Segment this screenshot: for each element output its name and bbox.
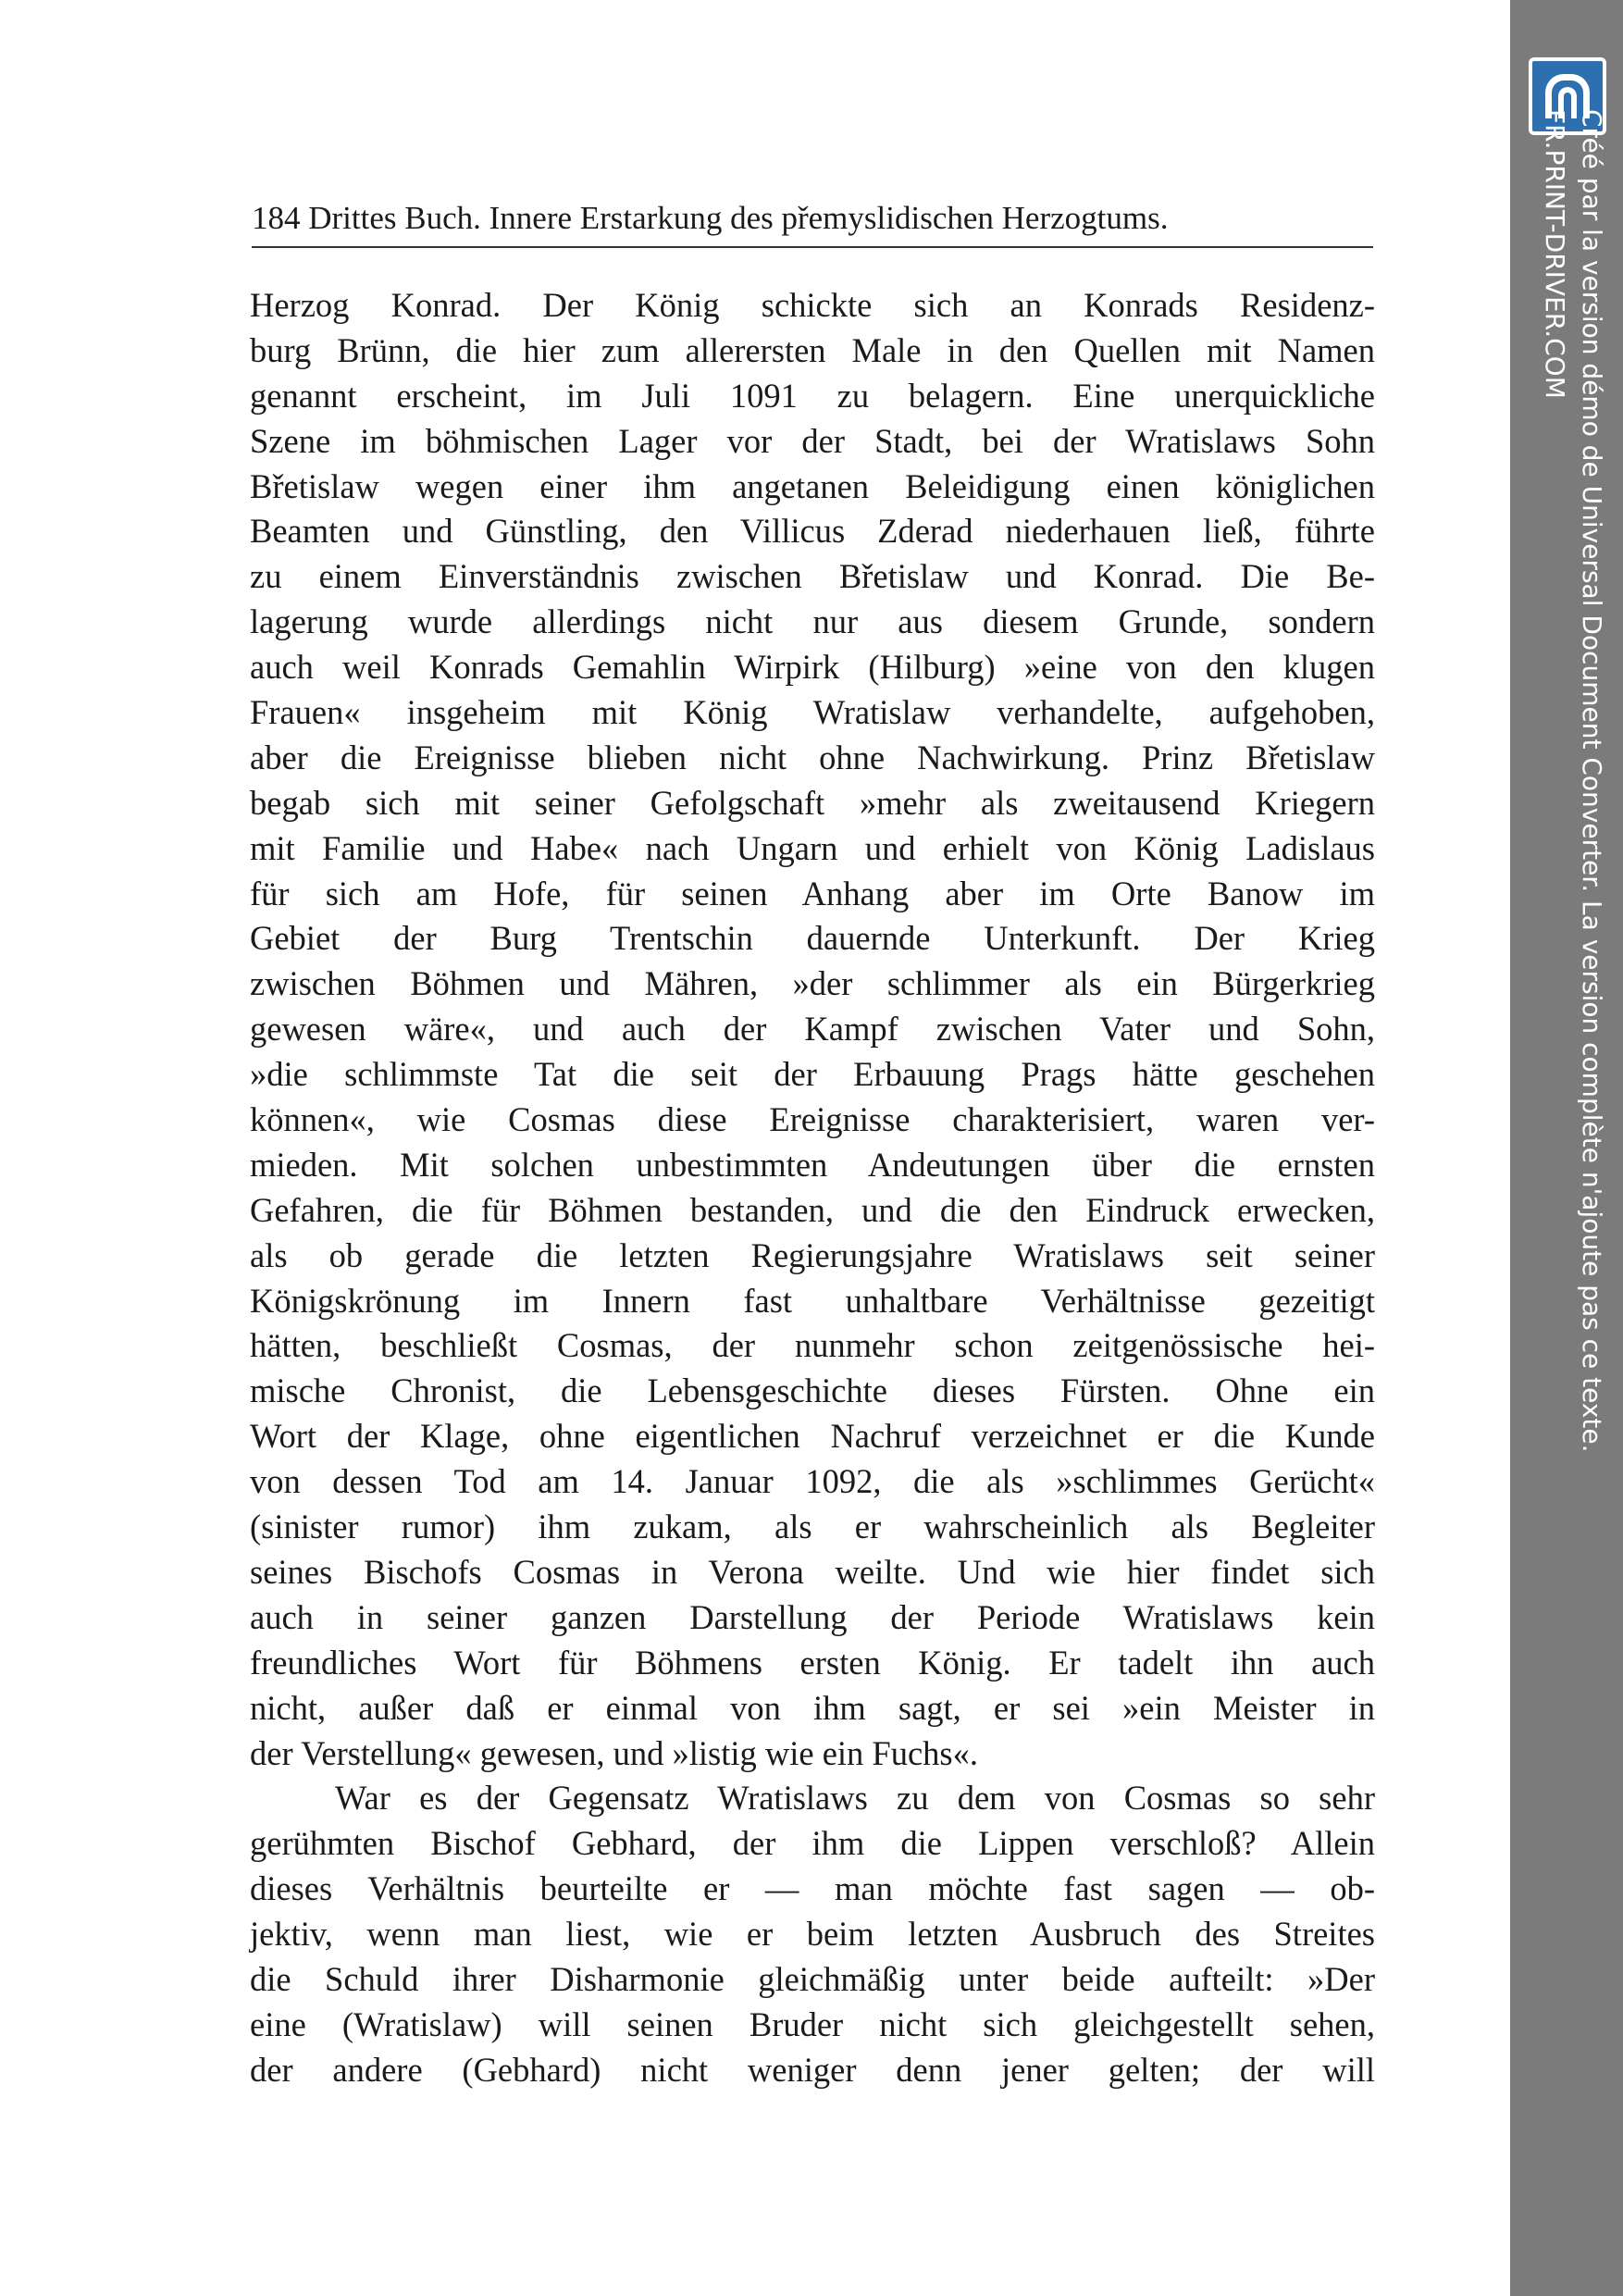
text-line: gerühmten Bischof Gebhard, der ihm die Lippen verschloß? Allein bbox=[250, 1824, 1375, 1863]
text-line: Břetislaw wegen einer ihm angetanen Beleidigung einen königlichen bbox=[250, 466, 1375, 505]
text-line: mit Familie und Habe« nach Ungarn und erhielt von König Ladislaus bbox=[250, 828, 1375, 867]
text-line: Gebiet der Burg Trentschin dauernde Unterkunft. Der Krieg bbox=[250, 919, 1375, 958]
text-line: Gefahren, die für Böhmen bestanden, und die den Eindruck erwecken, bbox=[250, 1190, 1375, 1229]
text-line: zu einem Einverständnis zwischen Břetislaw und Konrad. Die Be- bbox=[250, 557, 1375, 596]
watermark-line-1: Créé par la version démo de Universal Document Converter. La version complète n'ajoute pas ce texte. bbox=[1577, 109, 1607, 1453]
text-line: eine (Wratislaw) will seinen Bruder nicht sich gleichgestellt sehen, bbox=[250, 2004, 1375, 2043]
text-line: Beamten und Günstling, den Villicus Zderad niederhauen ließ, führte bbox=[250, 512, 1375, 551]
text-line: die Schuld ihrer Disharmonie gleichmäßig unter beide aufteilt: »Der bbox=[250, 1959, 1375, 1998]
text-line: Königskrönung im Innern fast unhaltbare Verhältnisse gezeitigt bbox=[250, 1281, 1375, 1320]
text-line: begab sich mit seiner Gefolgschaft »mehr als zweitausend Kriegern bbox=[250, 783, 1375, 822]
text-line: aber die Ereignisse blieben nicht ohne Nachwirkung. Prinz Břetislaw bbox=[250, 738, 1375, 776]
header-rule bbox=[252, 246, 1373, 248]
text-line: dieses Verhältnis beurteilte er — man möchte fast sagen — ob- bbox=[250, 1869, 1375, 1908]
text-line: Szene im böhmischen Lager vor der Stadt, bei der Wratislaws Sohn bbox=[250, 421, 1375, 460]
text-line: der andere (Gebhard) nicht weniger denn jener gelten; der will bbox=[250, 2050, 1375, 2089]
text-line: Herzog Konrad. Der König schickte sich an Konrads Residenz- bbox=[250, 286, 1375, 324]
text-line: von dessen Tod am 14. Januar 1092, die als »schlimmes Gerücht« bbox=[250, 1462, 1375, 1501]
running-head: 184 Drittes Buch. Innere Erstarkung des přemyslidischen Herzogtums. bbox=[252, 200, 1169, 236]
text-line: auch in seiner ganzen Darstellung der Periode Wratislaws kein bbox=[250, 1597, 1375, 1636]
text-line: War es der Gegensatz Wratislaws zu dem von Cosmas so sehr bbox=[335, 1779, 1375, 1818]
text-line: burg Brünn, die hier zum allerersten Male in den Quellen mit Namen bbox=[250, 330, 1375, 369]
text-line: Frauen« insgeheim mit König Wratislaw verhandelte, aufgehoben, bbox=[250, 693, 1375, 732]
text-line: für sich am Hofe, für seinen Anhang aber im Orte Banow im bbox=[250, 874, 1375, 912]
text-line: der Verstellung« gewesen, und »listig wie ein Fuchs«. bbox=[250, 1733, 978, 1772]
text-line: nicht, außer daß er einmal von ihm sagt, er sei »ein Meister in bbox=[250, 1688, 1375, 1727]
text-line: freundliches Wort für Böhmens ersten König. Er tadelt ihn auch bbox=[250, 1643, 1375, 1682]
watermark-text bbox=[1536, 109, 1610, 1453]
text-line: mische Chronist, die Lebensgeschichte dieses Fürsten. Ohne ein bbox=[250, 1371, 1375, 1410]
text-line: mieden. Mit solchen unbestimmten Andeutungen über die ernsten bbox=[250, 1145, 1375, 1184]
text-line: lagerung wurde allerdings nicht nur aus diesem Grunde, sondern bbox=[250, 602, 1375, 641]
text-line: auch weil Konrads Gemahlin Wirpirk (Hilburg) »eine von den klugen bbox=[250, 648, 1375, 687]
text-line: seines Bischofs Cosmas in Verona weilte. Und wie hier findet sich bbox=[250, 1552, 1375, 1591]
text-line: jektiv, wenn man liest, wie er beim letzten Ausbruch des Streites bbox=[250, 1915, 1375, 1954]
text-line: Wort der Klage, ohne eigentlichen Nachruf verzeichnet er die Kunde bbox=[250, 1417, 1375, 1456]
watermark-line-2: FR.PRINT-DRIVER.COM bbox=[1540, 109, 1570, 399]
text-line: »die schlimmste Tat die seit der Erbauung Prags hätte geschehen bbox=[250, 1055, 1375, 1094]
text-line: gewesen wäre«, und auch der Kampf zwischen Vater und Sohn, bbox=[250, 1010, 1375, 1049]
body-text bbox=[250, 283, 1375, 2093]
text-line: (sinister rumor) ihm zukam, als er wahrscheinlich als Begleiter bbox=[250, 1508, 1375, 1546]
text-line: genannt erscheint, im Juli 1091 zu belagern. Eine unerquickliche bbox=[250, 376, 1375, 415]
text-line: hätten, beschließt Cosmas, der nunmehr schon zeitgenössische hei- bbox=[250, 1326, 1375, 1365]
text-line: können«, wie Cosmas diese Ereignisse charakterisiert, waren ver- bbox=[250, 1100, 1375, 1139]
text-line: als ob gerade die letzten Regierungsjahre Wratislaws seit seiner bbox=[250, 1235, 1375, 1274]
text-line: zwischen Böhmen und Mähren, »der schlimmer als ein Bürgerkrieg bbox=[250, 964, 1375, 1003]
